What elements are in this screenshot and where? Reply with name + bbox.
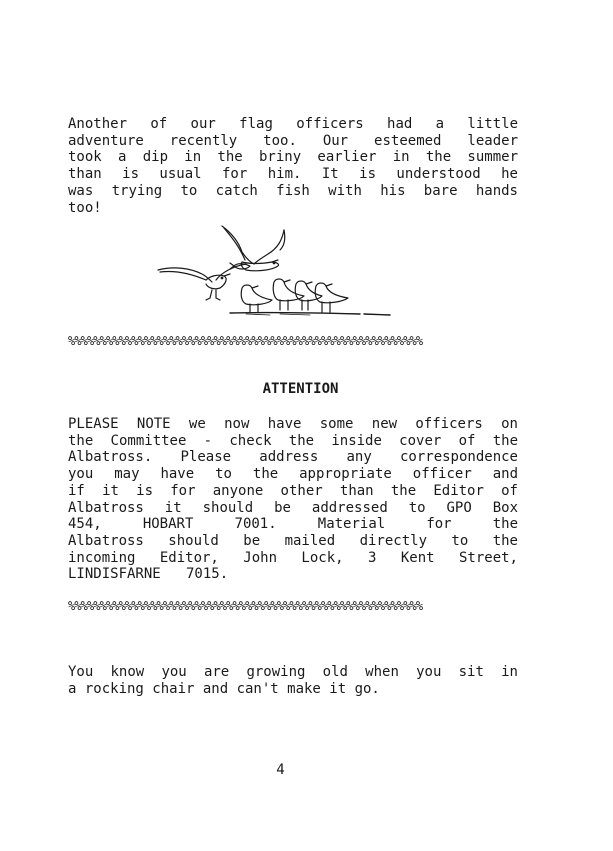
paragraph-line: incoming Editor, John Lock, 3 Kent Street, bbox=[68, 549, 518, 566]
paragraph-line: Albatross should be mailed directly to the bbox=[68, 532, 518, 549]
percent-separator: %%%%%%%%%%%%%%%%%%%%%%%%%%%%%%%%%%%%%%%%%%%%%%%%%%%%%%%% bbox=[68, 334, 423, 348]
flying-gull-left-wing bbox=[158, 268, 212, 282]
paragraph-line: than is usual for him. It is understood he bbox=[68, 166, 518, 183]
standing-gull-2 bbox=[273, 279, 304, 301]
paragraph-line: you may have to the appropriate officer and bbox=[68, 466, 518, 483]
paragraph-line: a rocking chair and can't make it go. bbox=[68, 680, 380, 697]
paragraph-line: Another of our flag officers had a little bbox=[68, 116, 518, 132]
paragraph-line: 454, HOBART 7001. Material for the bbox=[68, 516, 518, 533]
paragraph-line: too! bbox=[68, 199, 102, 216]
paragraph-line: was trying to catch fish with his bare hands bbox=[68, 182, 518, 199]
paragraph-line: took a dip in the briny earlier in the summer bbox=[68, 149, 518, 166]
seabirds-illustration bbox=[150, 218, 400, 323]
gull-wing-left-inner bbox=[224, 228, 245, 260]
paragraph-line: Albatross it should be addressed to GPO Box bbox=[68, 499, 518, 516]
gull-wing-right bbox=[254, 230, 284, 264]
percent-separator: %%%%%%%%%%%%%%%%%%%%%%%%%%%%%%%%%%%%%%%%%%%%%%%%%%%%%%%% bbox=[68, 599, 423, 613]
rocking-chair-joke bbox=[68, 664, 518, 697]
flag-officer-paragraph bbox=[68, 116, 518, 216]
paragraph-line: the Committee - check the inside cover of the bbox=[68, 432, 518, 449]
page-number-text: 4 bbox=[276, 762, 285, 778]
attention-heading-text: ATTENTION bbox=[262, 381, 339, 397]
standing-gull-4 bbox=[315, 283, 348, 303]
paragraph-line: You know you are growing old when you sit in bbox=[68, 664, 518, 680]
paragraph-line: Albatross. Please address any correspondence bbox=[68, 449, 518, 466]
page-number bbox=[0, 762, 613, 778]
paragraph-line: PLEASE NOTE we now have some new officers on bbox=[68, 416, 518, 432]
paragraph-line: adventure recently too. Our esteemed leader bbox=[68, 132, 518, 149]
attention-heading bbox=[0, 381, 613, 397]
paragraph-line: LINDISFARNE 7015. bbox=[68, 566, 229, 583]
attention-paragraph bbox=[68, 416, 518, 583]
standing-gull-1 bbox=[241, 285, 272, 305]
paragraph-line: if it is for anyone other than the Editor of bbox=[68, 482, 518, 499]
